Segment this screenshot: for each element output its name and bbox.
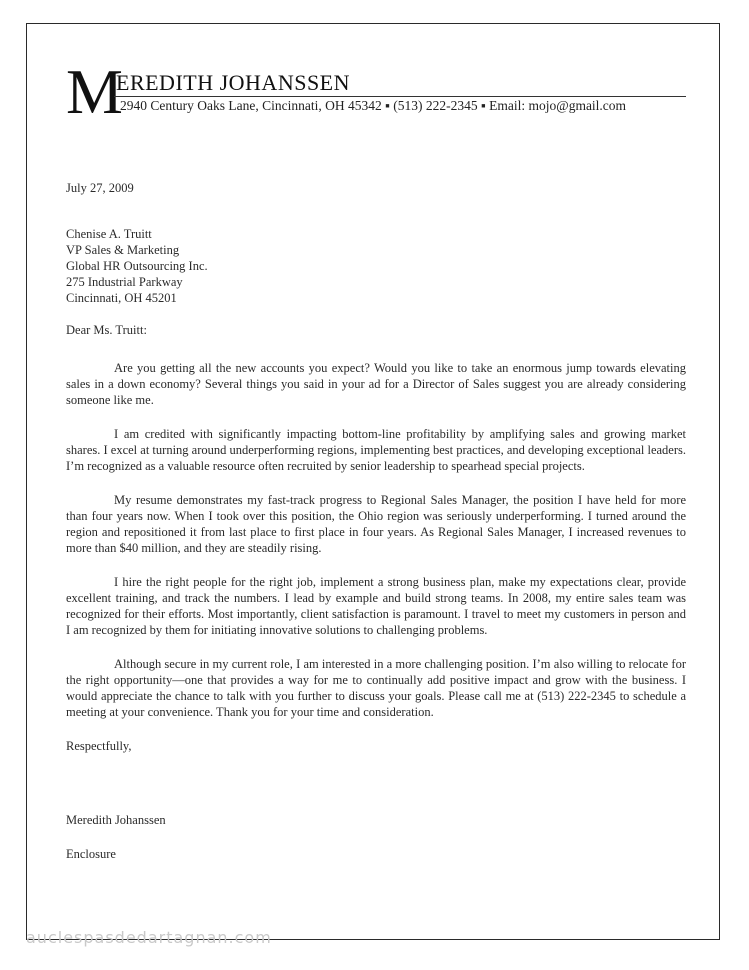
body-paragraph: I am credited with significantly impacting bottom-line profitability by amplifying sales and growing market shares. I excel at turning around underperforming regions, implementing best practices, and developing exceptional leaders. I’m recognized as a valuable resource often recruited by senior leadership to spearhead special projects. xyxy=(66,427,686,473)
body-paragraph: Are you getting all the new accounts you expect? Would you like to take an enormous jump towards elevating sales in a down economy? Several things you said in your ad for a Director of Sales suggest you are already considering someone like me. xyxy=(66,361,686,407)
body-paragraph: Although secure in my current role, I am interested in a more challenging position. I’m also willing to relocate for the right opportunity—one that provides a way for me to continually add positive impact and grow with the business. I would appreciate the chance to talk with you further to discuss your goals. Please call me at (513) 222-2345 to schedule a meeting at your convenience. Thank you for your time and consideration. xyxy=(66,657,686,719)
closing: Respectfully, xyxy=(66,739,132,753)
letterhead-name: EREDITH JOHANSSEN xyxy=(116,70,350,95)
letterhead-initial: M xyxy=(66,56,123,127)
letter-body xyxy=(66,180,686,862)
letter-date: July 27, 2009 xyxy=(66,181,134,195)
letterhead-contact: 2940 Century Oaks Lane, Cincinnati, OH 45342 ▪ (513) 222-2345 ▪ Email: mojo@gmail.com xyxy=(120,98,627,113)
recipient-address xyxy=(66,226,686,306)
recipient-name: Chenise A. Truitt xyxy=(66,227,152,241)
signature-name: Meredith Johanssen xyxy=(66,813,166,827)
salutation: Dear Ms. Truitt: xyxy=(66,323,147,337)
body-paragraph: I hire the right people for the right job, implement a strong business plan, make my expectations clear, provide excellent training, and track the numbers. I lead by example and build strong teams. In 2008, my entire sales team was recognized for their efforts. Most importantly, client satisfaction is paramount. I travel to meet my customers in person and I am recognized by them for initiating innovative solutions to challenging problems. xyxy=(66,575,686,637)
recipient-company: Global HR Outsourcing Inc. xyxy=(66,259,208,273)
recipient-street: 275 Industrial Parkway xyxy=(66,275,183,289)
letterhead xyxy=(66,56,692,127)
recipient-city: Cincinnati, OH 45201 xyxy=(66,291,177,305)
enclosure-note: Enclosure xyxy=(66,847,116,861)
recipient-title: VP Sales & Marketing xyxy=(66,243,180,257)
body-paragraph: My resume demonstrates my fast-track progress to Regional Sales Manager, the position I have held for more than four years now. When I took over this position, the Ohio region was seriously underperforming. I turned around the region and repositioned it from last place to first place in four years. As Regional Sales Manager, I increased revenues to more than $40 million, and they are steadily rising. xyxy=(66,493,686,555)
letterhead-rule xyxy=(114,96,686,97)
watermark-text: auclespasdedartagnan.com xyxy=(26,928,272,947)
